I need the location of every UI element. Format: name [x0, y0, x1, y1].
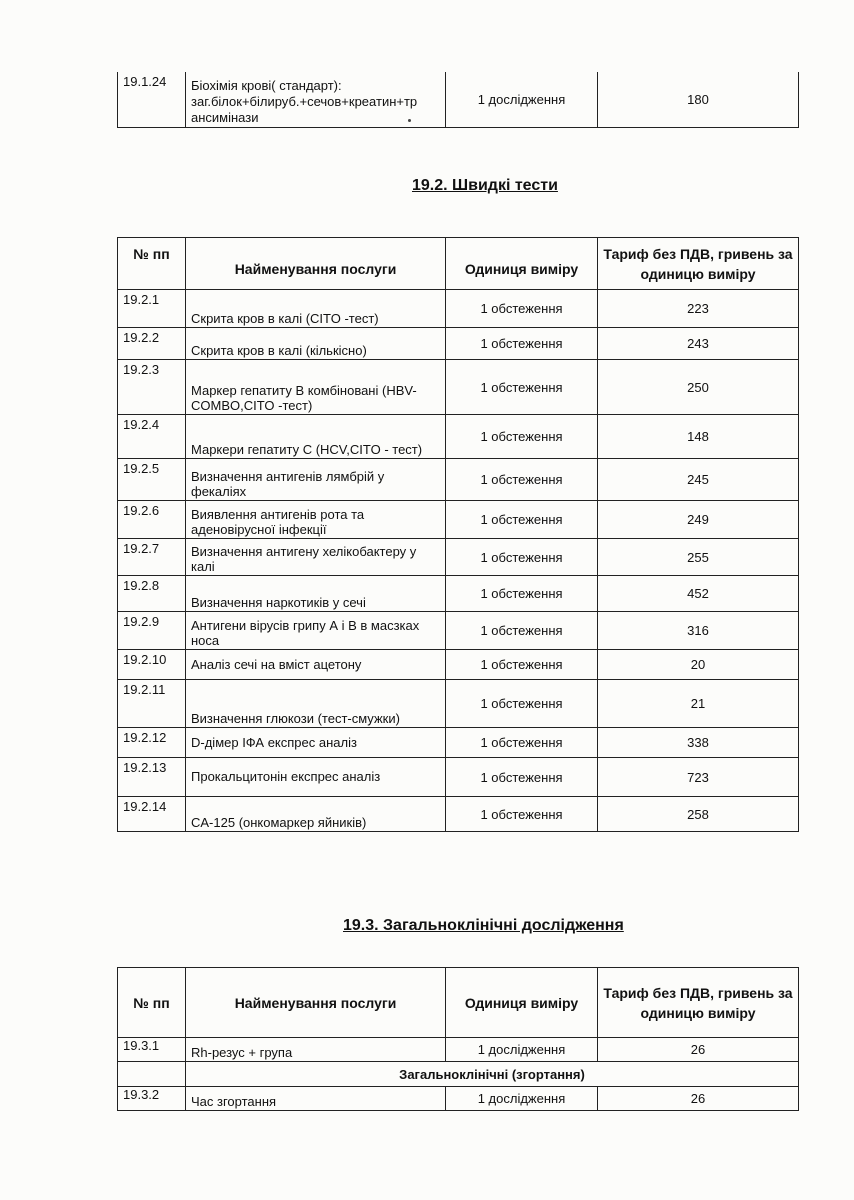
row-number: 19.2.13 — [118, 758, 186, 797]
row-number: 19.2.10 — [118, 650, 186, 680]
unit: 1 обстеження — [446, 415, 598, 459]
header-name: Найменування послуги — [186, 238, 446, 290]
section-title-rapid-tests: 19.2. Швидкі тести — [412, 177, 558, 194]
unit: 1 обстеження — [446, 728, 598, 758]
service-name: Маркери гепатиту С (HCV,CITO - тест) — [186, 415, 446, 459]
row-number: 19.3.1 — [118, 1038, 186, 1062]
section-title-general-clinical: 19.3. Загальноклінічні дослідження — [343, 917, 624, 934]
service-name: CA-125 (онкомаркер яйників) — [186, 797, 446, 832]
price: 26 — [598, 1038, 799, 1062]
unit: 1 обстеження — [446, 797, 598, 832]
service-name: Визначення антигенів лямбрій у фекаліях — [186, 459, 446, 501]
row-number: 19.2.7 — [118, 539, 186, 576]
row-number: 19.2.8 — [118, 576, 186, 612]
header-name: Найменування послуги — [186, 968, 446, 1038]
scan-speck — [408, 119, 411, 122]
table-row — [118, 612, 799, 650]
price: 243 — [598, 328, 799, 360]
table-row — [118, 290, 799, 328]
service-name: Скрита кров в калі (CITO -тест) — [186, 290, 446, 328]
service-name: Визначення антигену хелікобактеру у калі — [186, 539, 446, 576]
table-row — [118, 360, 799, 415]
service-name: Визначення наркотиків у сечі — [186, 576, 446, 612]
table-row — [118, 680, 799, 728]
service-name: Визначення глюкози (тест-смужки) — [186, 680, 446, 728]
table-row — [118, 758, 799, 797]
row-number: 19.3.2 — [118, 1087, 186, 1111]
table-row — [118, 650, 799, 680]
table-row — [118, 728, 799, 758]
table-row — [118, 501, 799, 539]
table-header-row — [118, 238, 799, 290]
row-number: 19.2.14 — [118, 797, 186, 832]
service-name: Маркер гепатиту В комбіновані (HBV-COMBO,CITO -тест) — [186, 360, 446, 415]
table-header-row — [118, 968, 799, 1038]
row-number: 19.2.11 — [118, 680, 186, 728]
header-price: Тариф без ПДВ, гривень за одиницю виміру — [598, 968, 799, 1038]
table-row — [118, 415, 799, 459]
service-name: Антигени вірусів грипу А і В в масзках носа — [186, 612, 446, 650]
row-number: 19.2.9 — [118, 612, 186, 650]
table-row — [118, 797, 799, 832]
subheader-spacer — [118, 1062, 186, 1087]
general-clinical-table — [117, 967, 799, 1111]
service-name: Аналіз сечі на вміст ацетону — [186, 650, 446, 680]
row-number: 19.2.3 — [118, 360, 186, 415]
unit: 1 обстеження — [446, 360, 598, 415]
service-name: Rh-резус + група — [186, 1038, 446, 1062]
service-name: D-дімер ІФА експрес аналіз — [186, 728, 446, 758]
service-name: Прокальцитонін експрес аналіз — [186, 758, 446, 797]
table-row — [118, 539, 799, 576]
row-number: 19.1.24 — [118, 72, 186, 127]
row-number: 19.2.4 — [118, 415, 186, 459]
unit: 1 обстеження — [446, 539, 598, 576]
unit: 1 дослідження — [446, 72, 598, 127]
subheader-label: Загальноклінічні (згортання) — [186, 1062, 799, 1087]
price: 249 — [598, 501, 799, 539]
service-name: Виявлення антигенів рота та аденовірусної інфекції — [186, 501, 446, 539]
table-row — [118, 459, 799, 501]
unit: 1 дослідження — [446, 1038, 598, 1062]
price: 258 — [598, 797, 799, 832]
price: 148 — [598, 415, 799, 459]
unit: 1 обстеження — [446, 576, 598, 612]
unit: 1 обстеження — [446, 680, 598, 728]
row-number: 19.2.12 — [118, 728, 186, 758]
header-unit: Одиниця виміру — [446, 238, 598, 290]
header-unit: Одиниця виміру — [446, 968, 598, 1038]
unit: 1 обстеження — [446, 758, 598, 797]
unit: 1 дослідження — [446, 1087, 598, 1111]
service-name: Біохімія крові( стандарт): заг.білок+білируб.+сечов+креатин+тр ансимінази — [186, 72, 446, 127]
unit: 1 обстеження — [446, 501, 598, 539]
top-table — [117, 72, 799, 128]
service-name: Час згортання — [186, 1087, 446, 1111]
price: 723 — [598, 758, 799, 797]
header-price: Тариф без ПДВ, гривень за одиницю виміру — [598, 238, 799, 290]
table-row — [118, 72, 799, 127]
row-number: 19.2.5 — [118, 459, 186, 501]
price: 255 — [598, 539, 799, 576]
unit: 1 обстеження — [446, 650, 598, 680]
unit: 1 обстеження — [446, 328, 598, 360]
unit: 1 обстеження — [446, 612, 598, 650]
table-row — [118, 576, 799, 612]
price: 452 — [598, 576, 799, 612]
table-row — [118, 328, 799, 360]
price: 21 — [598, 680, 799, 728]
price: 26 — [598, 1087, 799, 1111]
row-number: 19.2.2 — [118, 328, 186, 360]
row-number: 19.2.1 — [118, 290, 186, 328]
price: 223 — [598, 290, 799, 328]
table-row — [118, 1087, 799, 1111]
table-row — [118, 1038, 799, 1062]
header-num: № пп — [118, 238, 186, 290]
service-name: Скрита кров в калі (кількісно) — [186, 328, 446, 360]
row-number: 19.2.6 — [118, 501, 186, 539]
rapid-tests-table — [117, 237, 799, 832]
unit: 1 обстеження — [446, 459, 598, 501]
price: 250 — [598, 360, 799, 415]
price: 316 — [598, 612, 799, 650]
price: 180 — [598, 72, 799, 127]
price: 20 — [598, 650, 799, 680]
table-subheader-row — [118, 1062, 799, 1087]
header-num: № пп — [118, 968, 186, 1038]
price: 245 — [598, 459, 799, 501]
price: 338 — [598, 728, 799, 758]
unit: 1 обстеження — [446, 290, 598, 328]
